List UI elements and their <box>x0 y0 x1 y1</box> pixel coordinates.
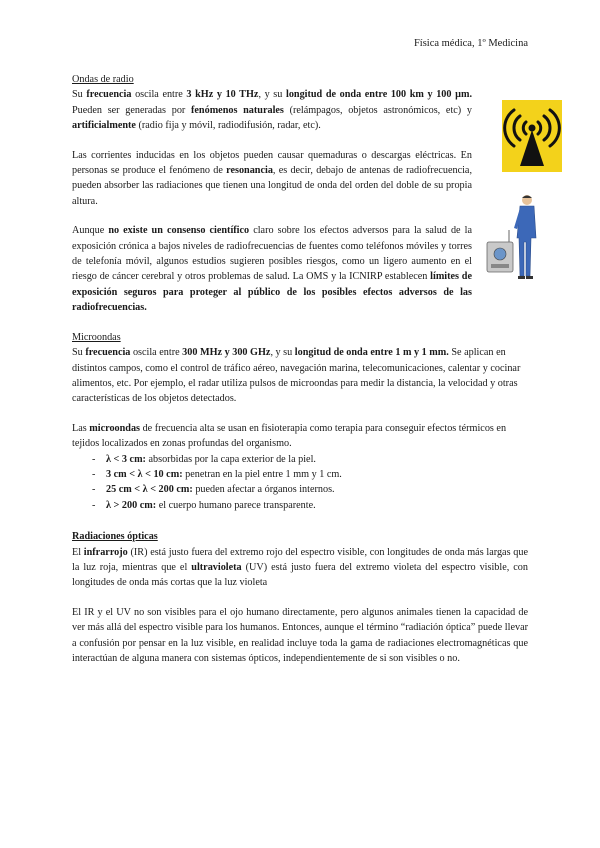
radio-paragraph-1: Su frecuencia oscila entre 3 kHz y 10 THz, y su longitud de onda entre 100 km y 100 µm. Pueden ser generadas por fenómenos naturales (relámpagos, objetos astronómicos, etc) y artificialmente (radio fija y móvil, radiodifusión, radar, etc). <box>72 89 472 132</box>
optical-paragraph-2: El IR y el UV no son visibles para el ojo humano directamente, pero algunos animales tienen la capacidad de ver más allá del espectro visible para los humanos. Entonces, aunque el término “radiación óptica” puede llevar a confusión por pensar en la luz visible, en realidad incluye toda la gama de radiaciones electromagnéticas que interactúan de alguna manera con sistemas ópticos, independientemente de si son visibles o no. <box>72 606 528 664</box>
list-item: - 25 cm < λ < 200 cm: pueden afectar a órganos internos. <box>92 482 528 497</box>
page-header: Física médica, 1º Medicina <box>413 38 528 49</box>
radio-paragraph-3: Aunque no existe un consenso científico claro sobre los efectos adversos para la salud de la exposición crónica a bajos niveles de radiofrecuencias de fuentes como teléfonos móviles y torres de telefonía móvil, algunos estudios sugieren posibles riesgos, como un ligero aumento en el riesgo de cáncer cerebral y otros problemas de salud. La OMS y la ICNIRP establecen límites de exposición seguros para proteger al público de los posibles efectos adversos de las radiofrecuencias. <box>72 225 472 314</box>
optical-paragraph-1: El infrarrojo (IR) está justo fuera del extremo rojo del espectro visible, con longitudes de onda más largas que la luz roja, mientras que el ultravioleta (UV) está justo fuera del extremo violeta del espectro visible, con longitudes de onda más cortas que la luz violeta <box>72 546 528 589</box>
list-item: - 3 cm < λ < 10 cm: penetran en la piel entre 1 mm y 1 cm. <box>92 467 528 482</box>
section-title-radio: Ondas de radio <box>72 74 134 85</box>
radio-paragraph-2: Las corrientes inducidas en los objetos pueden causar quemaduras o descargas eléctricas. En personas se produce el fenómeno de resonancia, es decir, debajo de antenas de radiofrecuencia, pueden absorber las radiaciones que tienen una longitud de onda del orden del doble de su propia altura. <box>72 149 472 207</box>
microwave-paragraph-1: Su frecuencia oscila entre 300 MHz y 300 GHz, y su longitud de onda entre 1 m y 1 mm. Se aplican en distintos campos, como el control de tráfico aéreo, navegación marina, telecomunicaciones, calentar y cocinar alimentos, etc. Por ejemplo, el radar utiliza pulsos de microondas para medir la distancia, la velocidad y otras características de los objetos detectados. <box>72 347 521 405</box>
microwave-effects-list <box>72 452 528 514</box>
list-item: - λ > 200 cm: el cuerpo humano parece transparente. <box>92 498 528 513</box>
microwave-paragraph-2: Las microondas de frecuencia alta se usan en fisioterapia como terapia para conseguir efectos térmicos en tejidos localizados en zonas profundas del organismo. <box>72 422 507 450</box>
section-title-microwaves: Microondas <box>72 331 121 343</box>
document-body <box>72 72 528 678</box>
section-title-optical: Radiaciones ópticas <box>72 531 158 543</box>
list-item: - λ < 3 cm: absorbidas por la capa exterior de la piel. <box>92 452 528 467</box>
